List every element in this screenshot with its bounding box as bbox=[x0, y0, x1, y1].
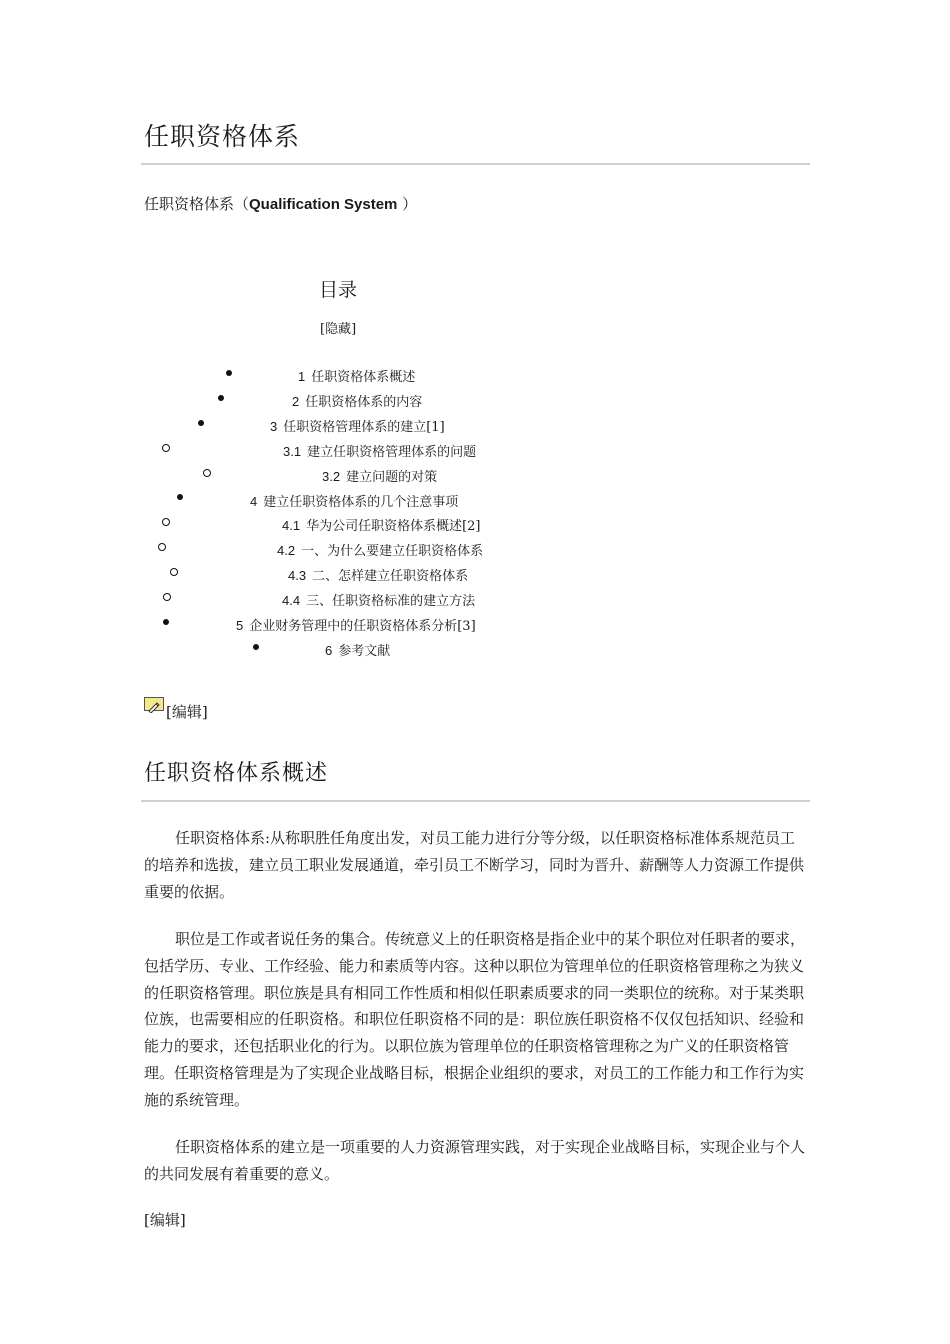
toc-subbullet-icon bbox=[203, 469, 211, 477]
page-subtitle bbox=[144, 193, 417, 214]
subtitle-cn: 任职资格体系（ bbox=[144, 195, 250, 213]
toc-item[interactable]: 6 参考文献 bbox=[325, 643, 391, 659]
paragraph: 任职资格体系的建立是一项重要的人力资源管理实践，对于实现企业战略目标，实现企业与个人的共同发展有着重要的意义。 bbox=[144, 1138, 806, 1183]
edit-link[interactable]: [编辑] bbox=[166, 703, 208, 721]
subtitle-en: Qualification System bbox=[249, 196, 398, 213]
toc-item[interactable]: 4.2 一、为什么要建立任职资格体系 bbox=[277, 543, 484, 559]
subtitle-close: ） bbox=[397, 195, 418, 213]
toc-subbullet-icon bbox=[163, 593, 171, 601]
toc-subbullet-icon bbox=[158, 543, 166, 551]
edit-icon[interactable] bbox=[144, 697, 164, 711]
toc-bullet-icon bbox=[253, 644, 259, 650]
toc-item[interactable]: 3.1 建立任职资格管理体系的问题 bbox=[283, 444, 477, 460]
toc-item[interactable]: 3 任职资格管理体系的建立[1] bbox=[270, 419, 445, 435]
toc-subbullet-icon bbox=[162, 444, 170, 452]
toc-item[interactable]: 4 建立任职资格体系的几个注意事项 bbox=[250, 494, 459, 510]
paragraph: 任职资格体系:从称职胜任角度出发，对员工能力进行分等分级，以任职资格标准体系规范员工的培养和选拔，建立员工职业发展通道，牵引员工不断学习，同时为晋升、薪酬等人力资源工作提供重要的依据。 bbox=[144, 829, 805, 901]
toc-item[interactable]: 2 任职资格体系的内容 bbox=[292, 394, 423, 410]
toc-item[interactable]: 1 任职资格体系概述 bbox=[298, 369, 416, 385]
toc-item[interactable]: 4.3 二、怎样建立任职资格体系 bbox=[288, 568, 469, 584]
toc-item[interactable]: 3.2 建立问题的对策 bbox=[322, 469, 438, 485]
edit-link[interactable]: [编辑] bbox=[144, 1211, 186, 1229]
paragraph: 职位是工作或者说任务的集合。传统意义上的任职资格是指企业中的某个职位对任职者的要求，包括学历、专业、工作经验、能力和素质等内容。这种以职位为管理单位的任职资格管理称之为狭义的任职资格管理。职位族是具有相同工作性质和相似任职素质要求的同一类职位的统称。对于某类职位族，也需要相应的任职资格。和职位任职资格不同的是：职位族任职资格不仅仅包括知识、经验和能力的要求，还包括职业化的行为。以职位族为管理单位的任职资格管理称之为广义的任职资格管理。任职资格管理是为了实现企业战略目标，根据企业组织的要求，对员工的工作能力和工作行为实施的系统管理。 bbox=[144, 930, 806, 1109]
toc-heading: 目录 bbox=[319, 279, 358, 301]
toc-bullet-icon bbox=[163, 619, 169, 625]
toc-subbullet-icon bbox=[162, 518, 170, 526]
toc-item[interactable]: 4.4 三、任职资格标准的建立方法 bbox=[282, 593, 476, 609]
toc-hide-link[interactable]: [隐藏] bbox=[320, 322, 357, 337]
title-divider bbox=[141, 163, 810, 165]
page-title: 任职资格体系 bbox=[144, 122, 301, 151]
toc-bullet-icon bbox=[226, 370, 232, 376]
toc-bullet-icon bbox=[198, 420, 204, 426]
section-heading: 任职资格体系概述 bbox=[144, 761, 329, 786]
toc-bullet-icon bbox=[177, 494, 183, 500]
section-divider bbox=[141, 800, 810, 802]
toc-item[interactable]: 4.1 华为公司任职资格体系概述[2] bbox=[282, 518, 481, 534]
toc-subbullet-icon bbox=[170, 568, 178, 576]
toc-item[interactable]: 5 企业财务管理中的任职资格体系分析[3] bbox=[236, 618, 476, 634]
toc-bullet-icon bbox=[218, 395, 224, 401]
